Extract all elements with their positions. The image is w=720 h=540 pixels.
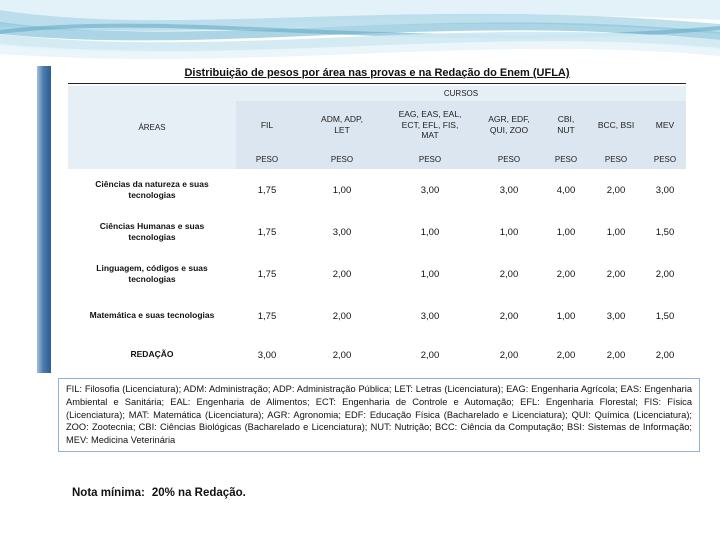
weight-value: 1,00 [606, 226, 626, 238]
table-row [68, 253, 686, 295]
weight-value: 2,00 [332, 349, 352, 361]
peso-header: PESO [236, 149, 298, 169]
weight-value: 1,00 [332, 184, 352, 196]
weight-value: 3,00 [499, 184, 519, 196]
course-legend: FIL: Filosofia (Licenciatura); ADM: Administração; ADP: Administração Pública; LET: Letras (Licenciatura); EAG: Engenharia Agrícola; EAS: Engenharia Ambiental e Sanitária; EAL: Engenharia de Alimentos; ECT: Engenharia de Controle e Automação; EFL: Engenharia Florestal; FIS: Física (Licenciatura); MAT: Matemática (Licenciatura); AGR: Agronomia; EDF: Educação Física (Bacharelado e Licenciatura); QUI: Química (Licenciatura); ZOO: Zootecnia; CBI: Ciências Biológicas (Bacharelado e Licenciatura); NUT: Nutrição; BCC: Ciência da Computação; BSI: Sistemas de Informação; MEV: Medicina Veterinária [58, 378, 700, 452]
page-title: Distribuição de pesos por área nas provas e na Redação do Enem (UFLA) [68, 67, 686, 84]
table-row [68, 169, 686, 211]
minimum-grade-label: Nota mínima: [72, 487, 145, 499]
weight-value: 1,75 [257, 226, 277, 238]
peso-header: PESO [386, 149, 474, 169]
peso-header: PESO [588, 149, 644, 169]
peso-header: PESO [298, 149, 386, 169]
minimum-grade-note [72, 487, 246, 499]
peso-header: PESO [544, 149, 588, 169]
table-row [68, 337, 686, 373]
weight-value: 2,00 [499, 349, 519, 361]
areas-header: ÁREAS [68, 86, 236, 169]
weight-value: 2,00 [499, 268, 519, 280]
weight-value: 2,00 [556, 268, 576, 280]
weight-value: 1,75 [257, 184, 277, 196]
weight-value: 1,00 [556, 310, 576, 322]
weight-value: 3,00 [655, 184, 675, 196]
weight-value: 2,00 [420, 349, 440, 361]
course-group-header: BCC, BSI [588, 101, 644, 149]
course-group-header: ADM, ADP, LET [298, 101, 386, 149]
row-label: Ciências Humanas e suas tecnologias [99, 220, 205, 242]
course-group-header: EAG, EAS, EAL, ECT, EFL, FIS, MAT [386, 101, 474, 149]
peso-header: PESO [644, 149, 686, 169]
weight-value: 2,00 [655, 268, 675, 280]
weight-value: 2,00 [332, 310, 352, 322]
row-label: Matemática e suas tecnologias [89, 310, 215, 321]
weight-value: 3,00 [257, 349, 277, 361]
minimum-grade-value: 20% na Redação. [151, 487, 246, 499]
course-group-header: FIL [236, 101, 298, 149]
weight-value: 2,00 [606, 349, 626, 361]
row-label: Linguagem, códigos e suas tecnologias [96, 262, 208, 284]
row-label: Ciências da natureza e suas tecnologias [95, 178, 209, 200]
accent-bar [37, 66, 51, 373]
weight-value: 2,00 [606, 268, 626, 280]
weight-value: 4,00 [556, 184, 576, 196]
weight-value: 1,75 [257, 268, 277, 280]
course-group-header: MEV [644, 101, 686, 149]
weight-value: 2,00 [655, 349, 675, 361]
weight-value: 2,00 [556, 349, 576, 361]
weight-value: 1,50 [655, 310, 675, 322]
weight-value: 1,75 [257, 310, 277, 322]
weight-value: 1,00 [420, 226, 440, 238]
weight-value: 1,00 [499, 226, 519, 238]
cursos-header: CURSOS [236, 86, 686, 101]
wave-decoration [0, 0, 720, 64]
weight-value: 1,00 [556, 226, 576, 238]
weight-value: 3,00 [420, 310, 440, 322]
row-label: REDAÇÃO [130, 349, 174, 360]
table-row [68, 295, 686, 337]
weight-value: 2,00 [332, 268, 352, 280]
course-group-header: CBI, NUT [544, 101, 588, 149]
weight-value: 1,00 [420, 268, 440, 280]
weights-table [68, 86, 686, 373]
weight-value: 2,00 [606, 184, 626, 196]
weight-value: 3,00 [420, 184, 440, 196]
weight-value: 3,00 [332, 226, 352, 238]
course-group-header: AGR, EDF, QUI, ZOO [474, 101, 544, 149]
peso-header: PESO [474, 149, 544, 169]
weight-value: 3,00 [606, 310, 626, 322]
table-row [68, 211, 686, 253]
weight-value: 1,50 [655, 226, 675, 238]
weight-value: 2,00 [499, 310, 519, 322]
